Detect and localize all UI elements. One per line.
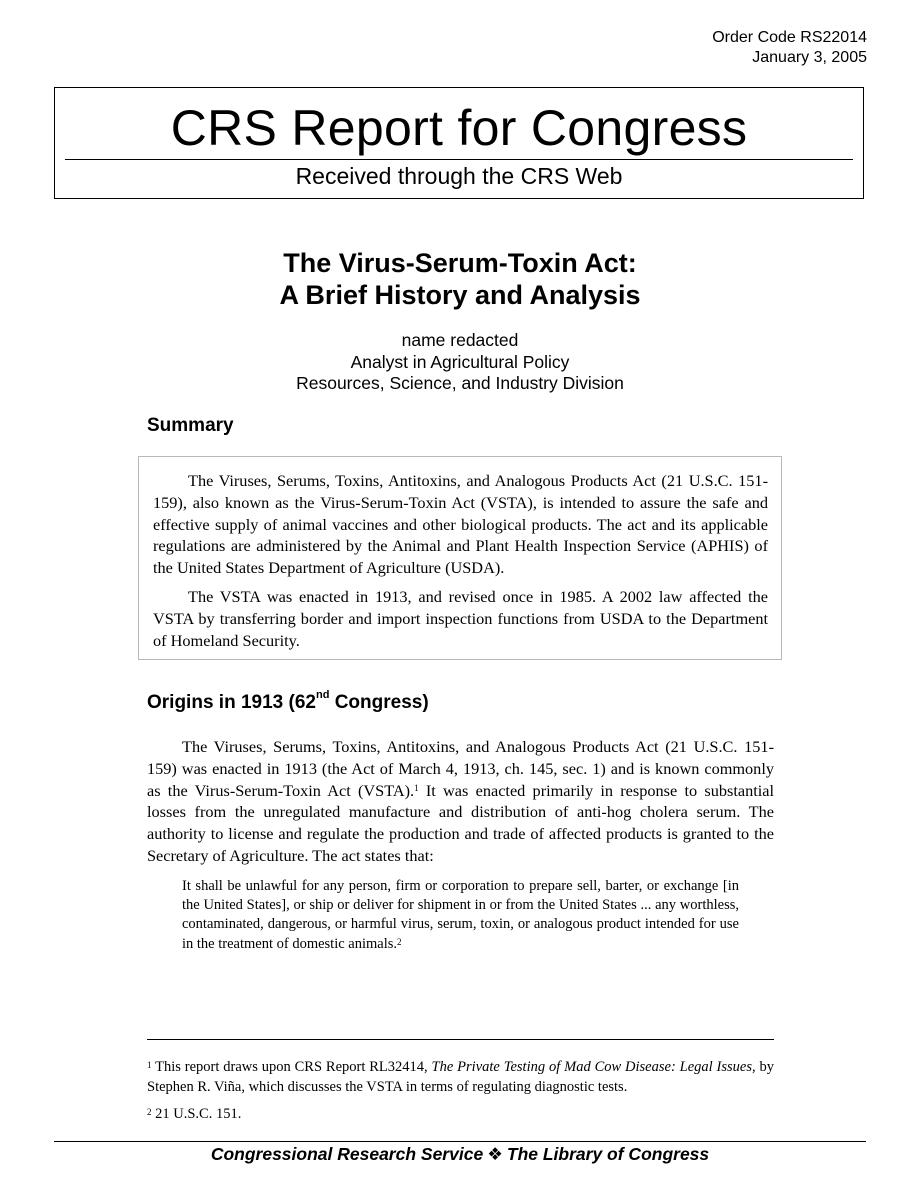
footnote-2-number: 2 (147, 1107, 152, 1117)
report-date: January 3, 2005 (752, 49, 867, 66)
footnote-2-text: 21 U.S.C. 151. (151, 1106, 242, 1122)
footnote-1-number: 1 (147, 1060, 152, 1070)
origins-text-part1: The Viruses, Serums, Toxins, Antitoxins, and Analogous Products Act (21 U.S.C. 151-159) was enacted in 1913 (the Act of March 4, 1913, ch. 145, sec. 1) and is known commonly as the Virus-Serum-Toxin Act (VSTA). (147, 737, 774, 800)
origins-heading-text: Origins in 1913 (62 (147, 692, 316, 713)
footnote-2 (147, 1105, 774, 1125)
origins-paragraph (147, 736, 774, 867)
origins-heading-ordinal: nd (315, 689, 330, 701)
origins-heading-suffix: Congress) (329, 692, 429, 713)
footnote-divider (147, 1039, 774, 1040)
masthead (54, 87, 864, 199)
footer-separator-icon: ❖ (487, 1144, 503, 1164)
order-code: Order Code RS22014 (712, 29, 867, 46)
author-division: Resources, Science, and Industry Division (296, 373, 624, 393)
author-title: Analyst in Agricultural Policy (350, 351, 570, 372)
summary-heading: Summary (147, 415, 234, 436)
origins-text-part2: It was enacted primarily in response to substantial losses from the unregulated manufacture and distribution of anti-hog cholera serum. The authority to license and regulate the production and trade of affected products is granted to the Secretary of Agriculture. The act states that: (147, 780, 775, 865)
author-name: name redacted (401, 330, 519, 350)
footer-crs: Congressional Research Service (210, 1144, 484, 1164)
document-title-line1: The Virus-Serum-Toxin Act: (283, 248, 637, 278)
masthead-divider (65, 159, 853, 160)
document-title (0, 247, 920, 311)
author-block (0, 330, 920, 395)
order-info (712, 28, 867, 68)
footnote-1 (147, 1058, 774, 1097)
masthead-title: CRS Report for Congress (170, 100, 748, 156)
block-quote-text: It shall be unlawful for any person, firm or corporation to prepare sell, barter, or exchange [in the United States], or ship or deliver for shipment in or from the United States ... any worthless, contaminated, dangerous, or harmful virus, serum, toxin, or analogous product intended for use in the treatment of domestic animals. (182, 878, 739, 952)
masthead-subtitle: Received through the CRS Web (295, 163, 623, 189)
footnote-ref-1[interactable]: 1 (414, 782, 419, 793)
document-title-line2: A Brief History and Analysis (279, 280, 641, 310)
page-footer (0, 1143, 920, 1165)
footnote-1-cited-title: The Private Testing of Mad Cow Disease: Legal Issues (431, 1059, 752, 1075)
footer-divider (54, 1141, 866, 1142)
block-quote (182, 877, 739, 954)
origins-heading (147, 689, 429, 714)
footnote-1-text: This report draws upon CRS Report RL32414, (151, 1059, 432, 1075)
footnote-1-text-end: , by Stephen R. Viña, which discusses the VSTA in terms of regulating diagnostic tests. (147, 1059, 774, 1095)
footer-library: The Library of Congress (506, 1144, 710, 1164)
summary-paragraph-2: The VSTA was enacted in 1913, and revised once in 1985. A 2002 law affected the VSTA by transferring border and import inspection functions from USDA to the Department of Homeland Security. (153, 586, 768, 650)
footnote-ref-2[interactable]: 2 (397, 936, 402, 947)
summary-box (138, 456, 782, 660)
summary-paragraph-1: The Viruses, Serums, Toxins, Antitoxins, and Analogous Products Act (21 U.S.C. 151-159), also known as the Virus-Serum-Toxin Act (VSTA), is intended to assure the safe and effective supply of animal vaccines and other biological products. The act and its applicable regulations are administered by the Animal and Plant Health Inspection Service (APHIS) of the United States Department of Agriculture (USDA). (153, 471, 768, 578)
